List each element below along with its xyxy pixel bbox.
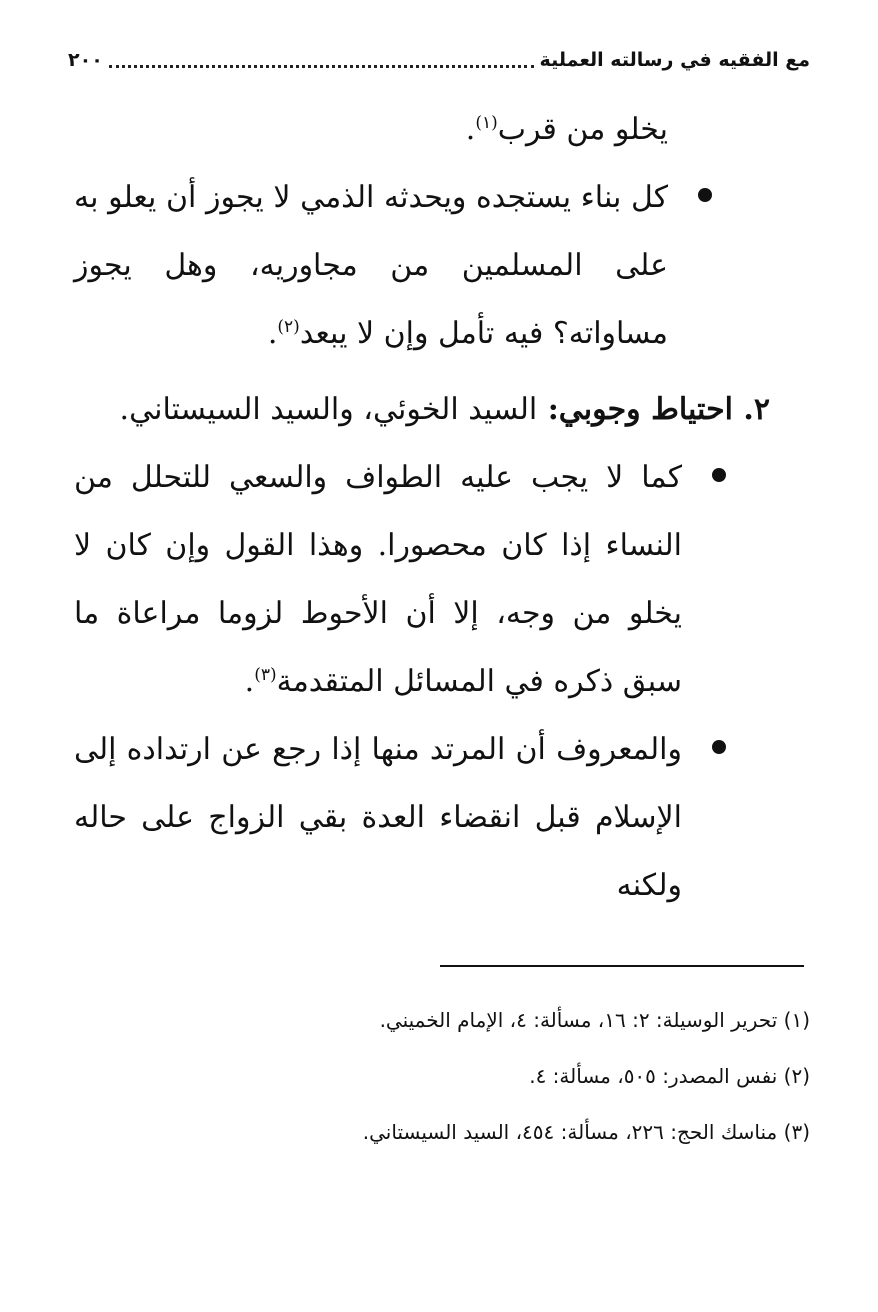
bullet-item-3-text: والمعروف أن المرتد منها إذا رجع عن ارتداده إلى الإسلام قبل انقضاء العدة بقي الزواج على حاله ولكنه (74, 732, 682, 903)
section-heading (74, 376, 770, 444)
footnote-ref-3: (٣) (254, 665, 277, 685)
continuation-paragraph (74, 96, 668, 164)
footnote-ref-1: (١) (475, 113, 498, 133)
period: . (244, 664, 255, 699)
footnote-2: (٢) نفس المصدر: ٥٠٥، مسألة: ٤. (529, 1064, 810, 1088)
page-number: ٢٠٠ (68, 49, 103, 71)
continuation-text: يخلو من قرب (497, 112, 668, 147)
dotted-leader (109, 65, 534, 68)
bullet-icon (698, 188, 712, 202)
body-text (74, 96, 770, 920)
footnote-3: (٣) مناسك الحج: ٢٢٦، مسألة: ٤٥٤، السيد السيستاني. (362, 1120, 810, 1144)
section-number: ٢. (743, 392, 770, 427)
period: . (267, 316, 278, 351)
page-header (68, 40, 810, 80)
bullet-icon (712, 740, 726, 754)
footnote-separator (440, 965, 804, 967)
running-title: مع الفقيه في رسالته العملية (539, 49, 810, 71)
bullet-item-2-text: كما لا يجب عليه الطواف والسعي للتحلل من النساء إذا كان محصورا. وهذا القول وإن كان لا يخلو من وجه، إلا أن الأحوط لزوما مراعاة ما سبق ذكره في المسائل المتقدمة (74, 460, 682, 699)
bullet-item-2 (74, 444, 682, 716)
section-heading-bold: احتياط وجوبي: (547, 392, 733, 427)
footnote-1: (١) تحرير الوسيلة: ٢: ١٦، مسألة: ٤، الإمام الخميني. (379, 1008, 810, 1032)
bullet-icon (712, 468, 726, 482)
section-heading-rest: السيد الخوئي، والسيد السيستاني. (119, 392, 538, 427)
bullet-item-3 (74, 716, 682, 920)
footnotes (68, 992, 810, 1160)
bullet-item-1 (74, 164, 668, 368)
period: . (465, 112, 476, 147)
bullet-item-1-text: كل بناء يستجده ويحدثه الذمي لا يجوز أن يعلو به على المسلمين من مجاوريه، وهل يجوز مساواته؟ فيه تأمل وإن لا يبعد (74, 180, 668, 351)
footnote-ref-2: (٢) (277, 317, 300, 337)
